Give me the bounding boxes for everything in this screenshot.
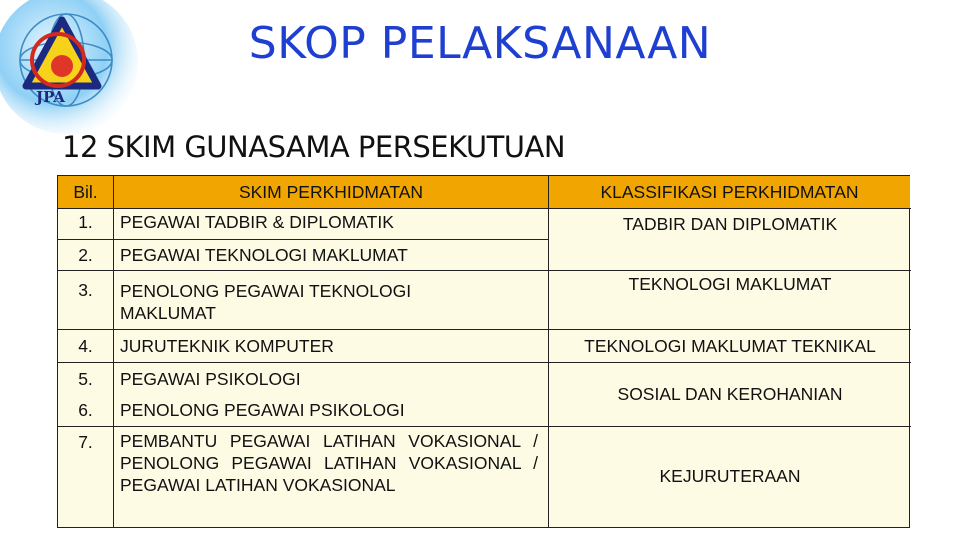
row-skim: PEGAWAI PSIKOLOGI [120, 369, 301, 389]
row-skim: PENOLONG PEGAWAI TEKNOLOGI MAKLUMAT [120, 281, 412, 323]
row-divider [58, 362, 911, 363]
row-divider [58, 270, 911, 271]
row-divider [58, 426, 911, 427]
row-divider [58, 329, 911, 330]
row-skim: PEGAWAI TADBIR & DIPLOMATIK [120, 212, 394, 232]
skim-table [57, 175, 910, 528]
row-skim: PEGAWAI TEKNOLOGI MAKLUMAT [120, 245, 408, 265]
klasifikasi-cell: TADBIR DAN DIPLOMATIK [622, 214, 838, 234]
row-number: 7. [78, 432, 93, 452]
row-number: 5. [78, 369, 93, 389]
row-skim: JURUTEKNIK KOMPUTER [120, 336, 334, 356]
header-klasifikasi: KLASSIFIKASI PERKHIDMATAN [549, 176, 910, 208]
row-divider [58, 239, 548, 240]
row-skim: PENOLONG PEGAWAI PSIKOLOGI [120, 400, 405, 420]
row-number: 1. [78, 212, 93, 232]
row-skim: PEMBANTU PEGAWAI LATIHAN VOKASIONAL / PENOLONG PEGAWAI LATIHAN VOKASIONAL / PEGAWAI LATIHAN VOKASIONAL [120, 431, 538, 495]
logo-text: JPA [36, 88, 65, 106]
row-number: 2. [78, 245, 93, 265]
header-bil: Bil. [58, 176, 113, 208]
page-title: SKOP PELAKSANAAN [248, 18, 712, 69]
header-skim: SKIM PERKHIDMATAN [114, 176, 548, 208]
klasifikasi-cell: KEJURUTERAAN [659, 466, 801, 486]
row-number: 3. [78, 280, 93, 300]
row-number: 6. [78, 400, 93, 420]
klasifikasi-cell: SOSIAL DAN KEROHANIAN [617, 384, 843, 404]
row-number: 4. [78, 336, 93, 356]
klasifikasi-cell: TEKNOLOGI MAKLUMAT [628, 274, 832, 294]
column-divider [113, 176, 114, 527]
row-divider [58, 208, 911, 209]
page-subtitle: 12 SKIM GUNASAMA PERSEKUTUAN [62, 130, 566, 164]
klasifikasi-cell: TEKNOLOGI MAKLUMAT TEKNIKAL [584, 336, 876, 356]
